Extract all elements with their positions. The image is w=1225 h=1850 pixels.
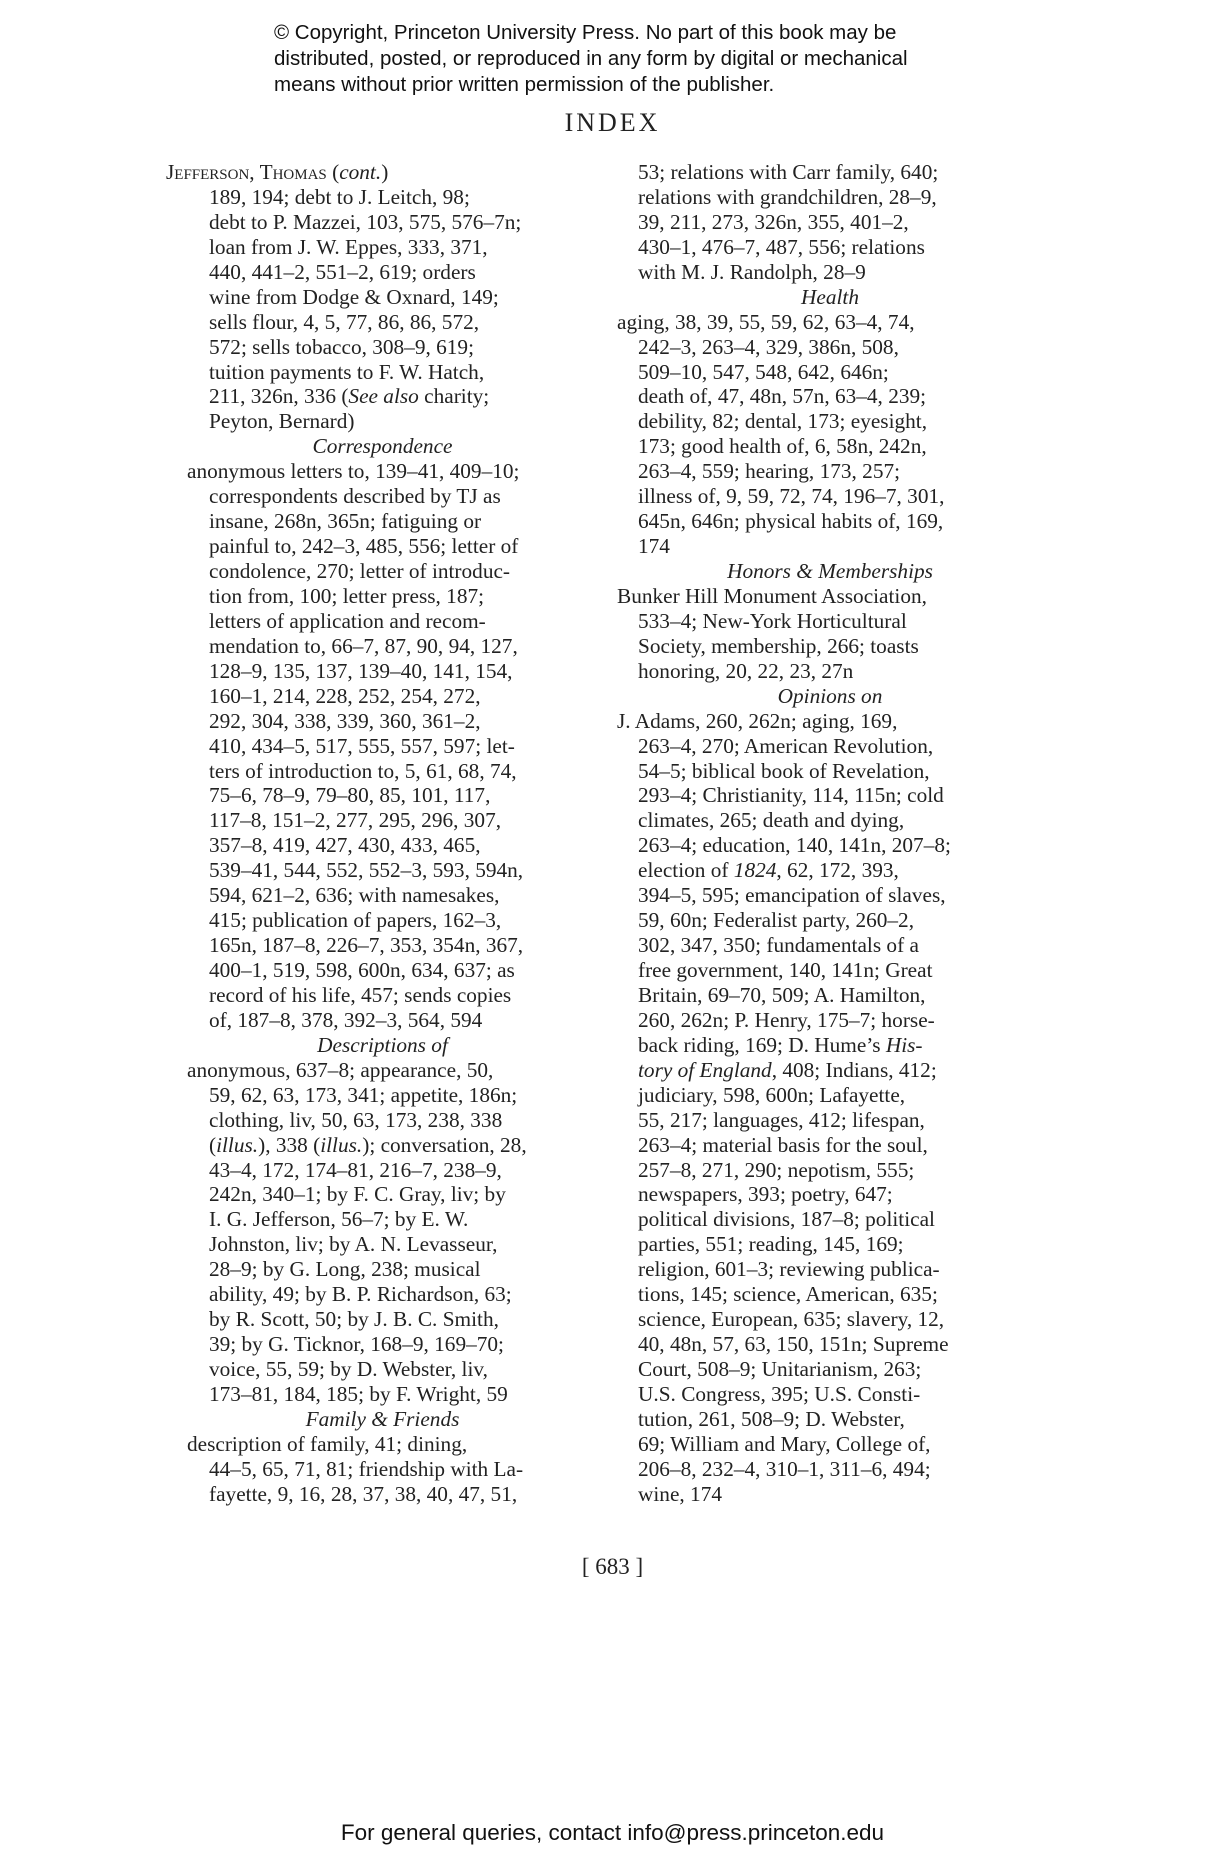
index-line: ters of introduction to, 5, 61, 68, 74,: [209, 758, 517, 783]
index-line: tuition payments to F. W. Hatch,: [209, 359, 485, 384]
index-line: 572; sells tobacco, 308–9, 619;: [209, 334, 474, 359]
index-line: 40, 48n, 57, 63, 150, 151n; Supreme: [638, 1332, 949, 1357]
index-line: parties, 551; reading, 145, 169;: [638, 1232, 904, 1257]
index-line: 173; good health of, 6, 58n, 242n,: [638, 434, 927, 459]
running-head: INDEX: [564, 108, 661, 137]
index-line: 263–4; material basis for the soul,: [638, 1132, 928, 1157]
index-line: Peyton, Bernard): [209, 409, 355, 434]
index-line: free government, 140, 141n; Great: [638, 958, 933, 982]
index-line: I. G. Jefferson, 56–7; by E. W.: [209, 1207, 469, 1232]
index-line: 44–5, 65, 71, 81; friendship with La-: [209, 1456, 524, 1481]
index-line: Society, membership, 266; toasts: [638, 633, 919, 658]
index-line: 39, 211, 273, 326n, 355, 401–2,: [638, 209, 909, 234]
copyright-line: means without prior written permission of the publisher.: [274, 73, 775, 96]
index-line: Bunker Hill Monument Association,: [617, 583, 927, 608]
index-line: climates, 265; death and dying,: [638, 808, 905, 833]
index-line: 28–9; by G. Long, 238; musical: [209, 1257, 481, 1282]
index-line: 173–81, 184, 185; by F. Wright, 59: [209, 1381, 508, 1406]
index-line: 594, 621–2, 636; with namesakes,: [209, 883, 500, 908]
index-line: 174: [638, 534, 670, 559]
index-subheading: Descriptions of: [317, 1032, 448, 1057]
index-line: anonymous letters to, 139–41, 409–10;: [187, 459, 520, 484]
index-line: 257–8, 271, 290; nepotism, 555;: [638, 1157, 915, 1182]
index-line: 160–1, 214, 228, 252, 254, 272,: [209, 683, 481, 708]
index-line: wine, 174: [638, 1481, 722, 1506]
index-line: 206–8, 232–4, 310–1, 311–6, 494;: [638, 1456, 931, 1481]
index-line: Jefferson, Thomas (cont.): [166, 160, 389, 184]
index-line: 39; by G. Ticknor, 168–9, 169–70;: [209, 1332, 504, 1357]
index-line: insane, 268n, 365n; fatiguing or: [209, 509, 482, 534]
index-line: honoring, 20, 22, 23, 27n: [638, 658, 854, 683]
index-line: Johnston, liv; by A. N. Levasseur,: [209, 1232, 498, 1257]
index-line: judiciary, 598, 600n; Lafayette,: [638, 1082, 906, 1107]
index-line: death of, 47, 48n, 57n, 63–4, 239;: [638, 384, 927, 409]
index-line: tory of England, 408; Indians, 412;: [638, 1057, 937, 1082]
index-line: 394–5, 595; emancipation of slaves,: [638, 883, 946, 908]
index-line: 55, 217; languages, 412; lifespan,: [638, 1107, 925, 1132]
index-line: 645n, 646n; physical habits of, 169,: [638, 509, 944, 534]
index-subheading: Opinions on: [777, 683, 883, 708]
index-line: religion, 601–3; reviewing publica-: [638, 1257, 940, 1282]
index-line: correspondents described by TJ as: [209, 484, 501, 509]
index-subheading: Health: [801, 284, 859, 309]
copyright-line: © Copyright, Princeton University Press. No part of this book may be: [274, 21, 897, 44]
index-line: 533–4; New-York Horticultural: [638, 608, 907, 633]
index-line: aging, 38, 39, 55, 59, 62, 63–4, 74,: [617, 309, 915, 334]
index-line: 539–41, 544, 552, 552–3, 593, 594n,: [209, 858, 524, 883]
index-line: 211, 326n, 336 (See also charity;: [209, 384, 490, 409]
index-line: wine from Dodge & Oxnard, 149;: [209, 284, 499, 309]
index-line: 292, 304, 338, 339, 360, 361–2,: [209, 708, 481, 733]
index-line: Britain, 69–70, 509; A. Hamilton,: [638, 982, 926, 1007]
index-subheading: Correspondence: [312, 434, 453, 459]
index-line: sells flour, 4, 5, 77, 86, 86, 572,: [209, 309, 480, 334]
index-line: 69; William and Mary, College of,: [638, 1431, 931, 1456]
index-line: 263–4, 270; American Revolution,: [638, 733, 934, 758]
index-line: 54–5; biblical book of Revelation,: [638, 758, 930, 783]
index-line: J. Adams, 260, 262n; aging, 169,: [617, 708, 898, 733]
index-line: 263–4; education, 140, 141n, 207–8;: [638, 833, 951, 858]
index-line: election of 1824, 62, 172, 393,: [638, 858, 899, 883]
index-column-left: [166, 160, 578, 1507]
index-line: 400–1, 519, 598, 600n, 634, 637; as: [209, 958, 515, 982]
index-subheading: Family & Friends: [305, 1406, 460, 1431]
index-line: ability, 49; by B. P. Richardson, 63;: [209, 1282, 512, 1307]
index-line: 260, 262n; P. Henry, 175–7; horse-: [638, 1007, 935, 1032]
index-line: description of family, 41; dining,: [187, 1431, 468, 1456]
index-line: 43–4, 172, 174–81, 216–7, 238–9,: [209, 1157, 502, 1182]
index-line: science, European, 635; slavery, 12,: [638, 1307, 945, 1332]
index-line: fayette, 9, 16, 28, 37, 38, 40, 47, 51,: [209, 1481, 518, 1506]
index-line: mendation to, 66–7, 87, 90, 94, 127,: [209, 633, 518, 658]
index-line: tion from, 100; letter press, 187;: [209, 583, 485, 608]
index-line: 430–1, 476–7, 487, 556; relations: [638, 234, 925, 259]
index-line: illness of, 9, 59, 72, 74, 196–7, 301,: [638, 484, 945, 509]
index-line: loan from J. W. Eppes, 333, 371,: [209, 234, 488, 259]
index-line: 59, 62, 63, 173, 341; appetite, 186n;: [209, 1082, 518, 1107]
index-line: newspapers, 393; poetry, 647;: [638, 1182, 893, 1207]
index-line: 75–6, 78–9, 79–80, 85, 101, 117,: [209, 783, 491, 808]
index-line: record of his life, 457; sends copies: [209, 982, 512, 1007]
index-line: Court, 508–9; Unitarianism, 263;: [638, 1357, 922, 1381]
index-line: 440, 441–2, 551–2, 619; orders: [209, 259, 476, 284]
index-line: 242n, 340–1; by F. C. Gray, liv; by: [209, 1182, 506, 1207]
page-number: [ 683 ]: [581, 1554, 644, 1579]
index-line: condolence, 270; letter of introduc-: [209, 559, 511, 583]
index-line: 242–3, 263–4, 329, 386n, 508,: [638, 334, 899, 359]
index-line: of, 187–8, 378, 392–3, 564, 594: [209, 1007, 483, 1032]
index-line: 53; relations with Carr family, 640;: [638, 160, 939, 184]
index-line: political divisions, 187–8; political: [638, 1207, 935, 1232]
index-line: tions, 145; science, American, 635;: [638, 1282, 938, 1307]
index-line: with M. J. Randolph, 28–9: [638, 259, 866, 284]
index-subheading: Honors & Memberships: [727, 559, 933, 583]
index-line: 357–8, 419, 427, 430, 433, 465,: [209, 833, 481, 858]
index-line: tution, 261, 508–9; D. Webster,: [638, 1406, 905, 1431]
index-line: clothing, liv, 50, 63, 173, 238, 338: [209, 1107, 503, 1132]
index-line: painful to, 242–3, 485, 556; letter of: [209, 534, 519, 559]
index-line: 302, 347, 350; fundamentals of a: [638, 933, 919, 958]
index-line: relations with grandchildren, 28–9,: [638, 184, 937, 209]
index-line: debility, 82; dental, 173; eyesight,: [638, 409, 928, 434]
index-line: voice, 55, 59; by D. Webster, liv,: [209, 1357, 488, 1381]
index-line: anonymous, 637–8; appearance, 50,: [187, 1057, 494, 1082]
index-line: 263–4, 559; hearing, 173, 257;: [638, 459, 901, 484]
index-line: back riding, 169; D. Hume’s His-: [638, 1032, 923, 1057]
index-line: 59, 60n; Federalist party, 260–2,: [638, 908, 915, 933]
index-line: 128–9, 135, 137, 139–40, 141, 154,: [209, 658, 513, 683]
contact-footer: For general queries, contact info@press.princeton.edu: [340, 1820, 885, 1845]
index-line: (illus.), 338 (illus.); conversation, 28,: [209, 1132, 527, 1157]
index-line: U.S. Congress, 395; U.S. Consti-: [638, 1381, 921, 1406]
index-column-right: [617, 160, 1043, 1507]
index-line: 117–8, 151–2, 277, 295, 296, 307,: [209, 808, 502, 833]
copyright-notice: [274, 20, 994, 98]
index-line: by R. Scott, 50; by J. B. C. Smith,: [209, 1307, 499, 1332]
copyright-line: distributed, posted, or reproduced in any form by digital or mechanical: [274, 47, 908, 70]
index-line: 165n, 187–8, 226–7, 353, 354n, 367,: [209, 933, 524, 958]
index-line: 415; publication of papers, 162–3,: [209, 908, 502, 933]
index-line: letters of application and recom-: [209, 608, 486, 633]
index-line: debt to P. Mazzei, 103, 575, 576–7n;: [209, 209, 522, 234]
index-line: 293–4; Christianity, 114, 115n; cold: [638, 783, 944, 808]
index-line: 189, 194; debt to J. Leitch, 98;: [209, 184, 470, 209]
index-line: 509–10, 547, 548, 642, 646n;: [638, 359, 889, 384]
index-line: 410, 434–5, 517, 555, 557, 597; let-: [209, 733, 515, 758]
